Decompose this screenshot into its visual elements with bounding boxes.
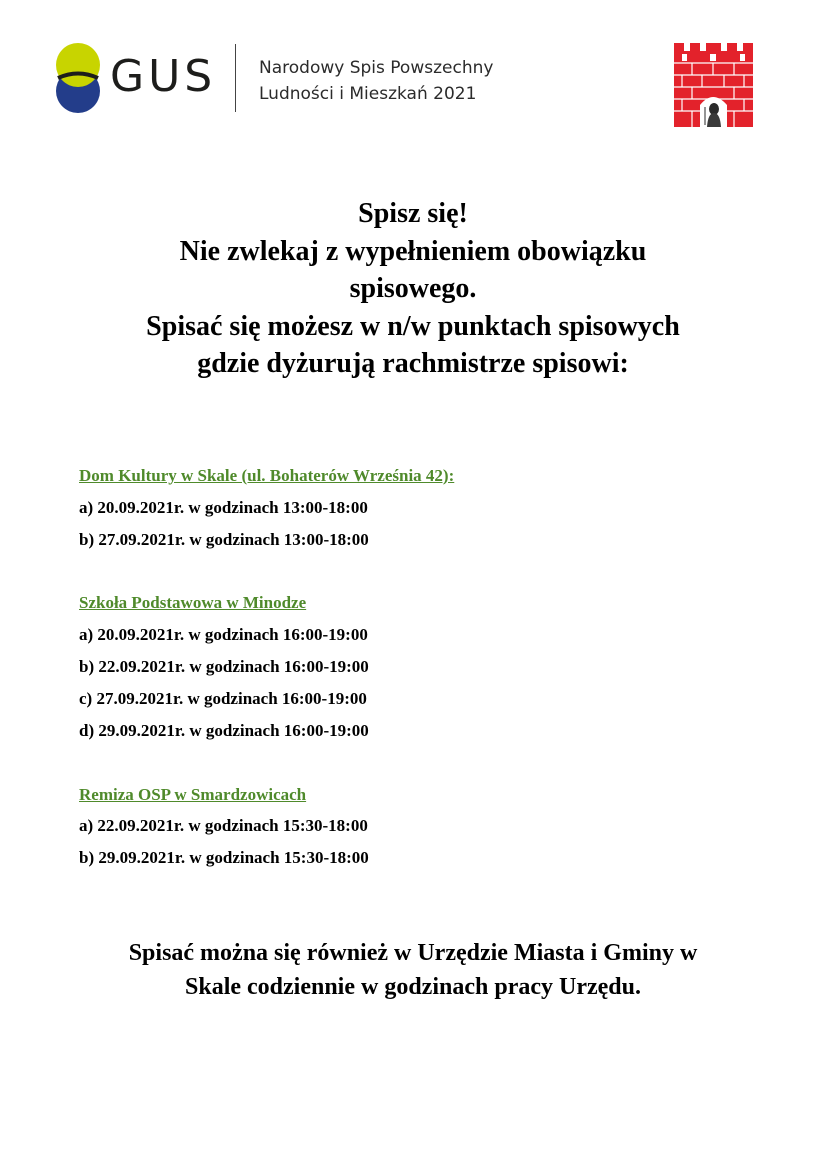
schedule-line: b) 22.09.2021r. w godzinach 16:00-19:00 bbox=[79, 657, 369, 676]
schedule-line: a) 22.09.2021r. w godzinach 15:30-18:00 bbox=[79, 816, 368, 835]
footer-line1: Spisać można się również w Urzędzie Miasta i Gminy w bbox=[128, 940, 698, 966]
headline-line4: Spisać się możesz w n/w punktach spisowych bbox=[146, 310, 680, 342]
census-title bbox=[259, 55, 493, 107]
schedule-line: a) 20.09.2021r. w godzinach 13:00-18:00 bbox=[79, 498, 368, 517]
location-title-dom-kultury: Dom Kultury w Skale (ul. Bohaterów Września 42): bbox=[79, 466, 455, 485]
headline bbox=[60, 195, 766, 383]
census-title-line2: Ludności i Mieszkań 2021 bbox=[259, 84, 477, 104]
location-title-remiza: Remiza OSP w Smardzowicach bbox=[79, 785, 307, 804]
location-title-szkola: Szkoła Podstawowa w Minodze bbox=[79, 593, 307, 612]
schedule-line: a) 20.09.2021r. w godzinach 16:00-19:00 bbox=[79, 625, 368, 644]
header-divider bbox=[235, 44, 236, 112]
page-header bbox=[0, 0, 826, 140]
census-title-line1: Narodowy Spis Powszechny bbox=[259, 58, 494, 78]
town-crest-icon bbox=[672, 39, 755, 129]
headline-line3: spisowego. bbox=[349, 273, 477, 304]
schedule-line: b) 27.09.2021r. w godzinach 13:00-18:00 bbox=[79, 530, 369, 549]
footer-line2: Skale codziennie w godzinach pracy Urzędu. bbox=[185, 974, 641, 1000]
headline-line5: gdzie dyżurują rachmistrze spisowi: bbox=[197, 348, 629, 379]
headline-line1: Spisz się! bbox=[358, 198, 468, 229]
schedule-line: d) 29.09.2021r. w godzinach 16:00-19:00 bbox=[79, 721, 369, 740]
headline-line2: Nie zwlekaj z wypełnieniem obowiązku bbox=[179, 235, 647, 267]
schedule-line: b) 29.09.2021r. w godzinach 15:30-18:00 bbox=[79, 848, 369, 867]
schedule-line: c) 27.09.2021r. w godzinach 16:00-19:00 bbox=[79, 689, 367, 708]
gus-wordmark: GUS bbox=[110, 51, 217, 102]
gus-logo-icon bbox=[54, 43, 102, 113]
footer-note bbox=[40, 936, 786, 1004]
